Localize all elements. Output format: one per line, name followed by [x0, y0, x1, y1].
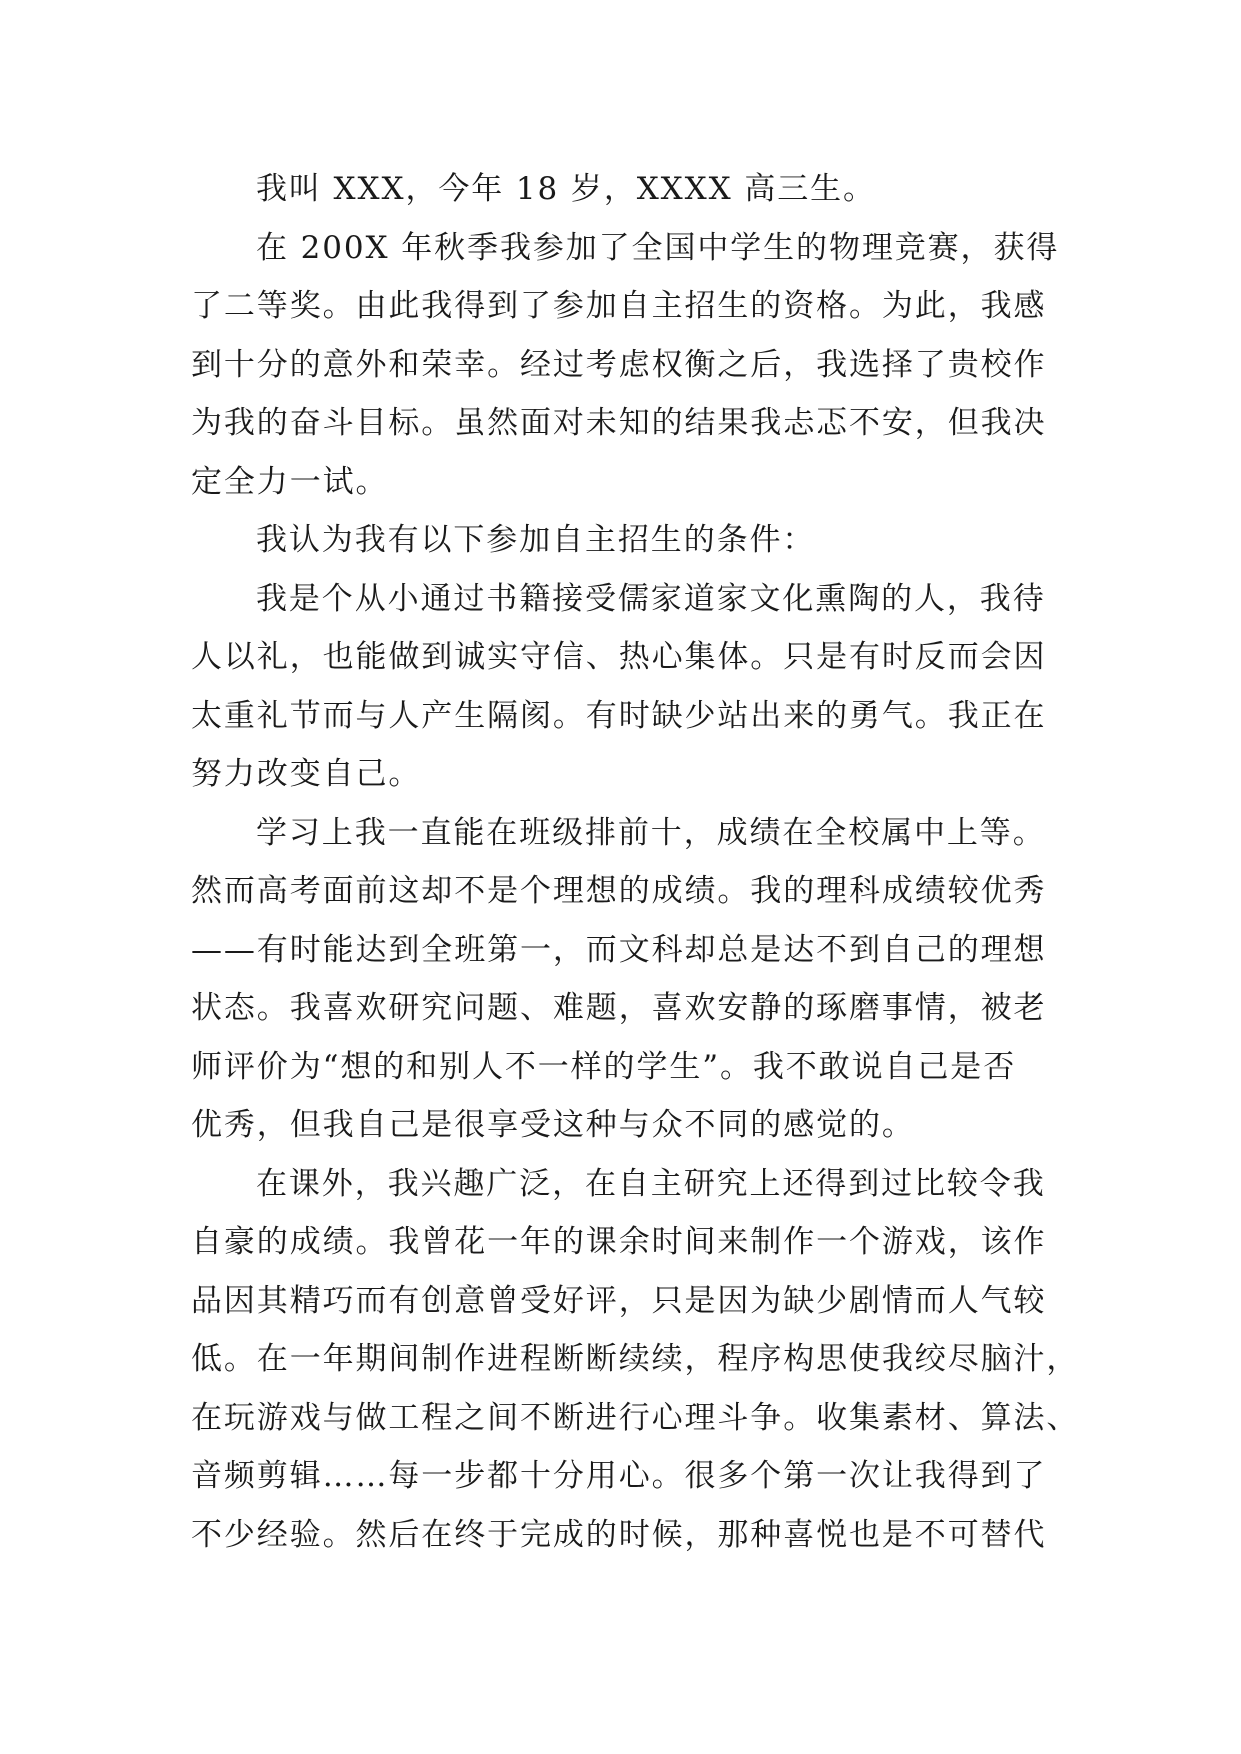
essay-body	[191, 160, 1080, 1564]
text-line: 了二等奖。由此我得到了参加自主招生的资格。为此，我感	[191, 288, 1047, 324]
text-line: 在 200X 年秋季我参加了全国中学生的物理竞赛，获得	[256, 229, 1060, 266]
text-line: 太重礼节而与人产生隔阂。有时缺少站出来的勇气。我正在	[191, 697, 1047, 734]
text-line: 不少经验。然后在终于完成的时候，那种喜悦也是不可替代	[191, 1516, 1047, 1553]
text-line: 音频剪辑……每一步都十分用心。很多个第一次让我得到了	[191, 1458, 1047, 1494]
text-line: 状态。我喜欢研究问题、难题，喜欢安静的琢磨事情，被老	[191, 990, 1047, 1026]
text-line: 我叫 XXX，今年 18 岁，XXXX 高三生。	[256, 171, 876, 207]
text-line: 然而高考面前这却不是个理想的成绩。我的理科成绩较优秀	[191, 873, 1047, 909]
text-line: 优秀，但我自己是很享受这种与众不同的感觉的。	[191, 1107, 915, 1143]
text-line: 人以礼，也能做到诚实守信、热心集体。只是有时反而会因	[191, 639, 1047, 675]
text-line: 低。在一年期间制作进程断断续续，程序构思使我绞尽脑汁，	[191, 1341, 1080, 1377]
text-line: 师评价为“想的和别人不一样的学生”。我不敢说自己是否	[191, 1048, 1017, 1085]
text-line: ——有时能达到全班第一，而文科却总是达不到自己的理想	[191, 931, 1047, 968]
text-line: 学习上我一直能在班级排前十，成绩在全校属中上等。	[256, 814, 1046, 851]
text-line: 到十分的意外和荣幸。经过考虑权衡之后，我选择了贵校作	[191, 346, 1047, 383]
text-line: 我是个从小通过书籍接受儒家道家文化熏陶的人，我待	[256, 580, 1046, 617]
text-line: 为我的奋斗目标。虽然面对未知的结果我忐忑不安，但我决	[191, 405, 1047, 441]
text-line: 自豪的成绩。我曾花一年的课余时间来制作一个游戏，该作	[191, 1224, 1047, 1260]
text-line: 定全力一试。	[191, 463, 389, 500]
text-line: 我认为我有以下参加自主招生的条件：	[256, 522, 816, 558]
text-line: 在玩游戏与做工程之间不断进行心理斗争。收集素材、算法、	[191, 1399, 1080, 1436]
text-line: 品因其精巧而有创意曾受好评，只是因为缺少剧情而人气较	[191, 1282, 1047, 1319]
text-line: 努力改变自己。	[191, 756, 422, 792]
text-line: 在课外，我兴趣广泛，在自主研究上还得到过比较令我	[256, 1165, 1046, 1202]
